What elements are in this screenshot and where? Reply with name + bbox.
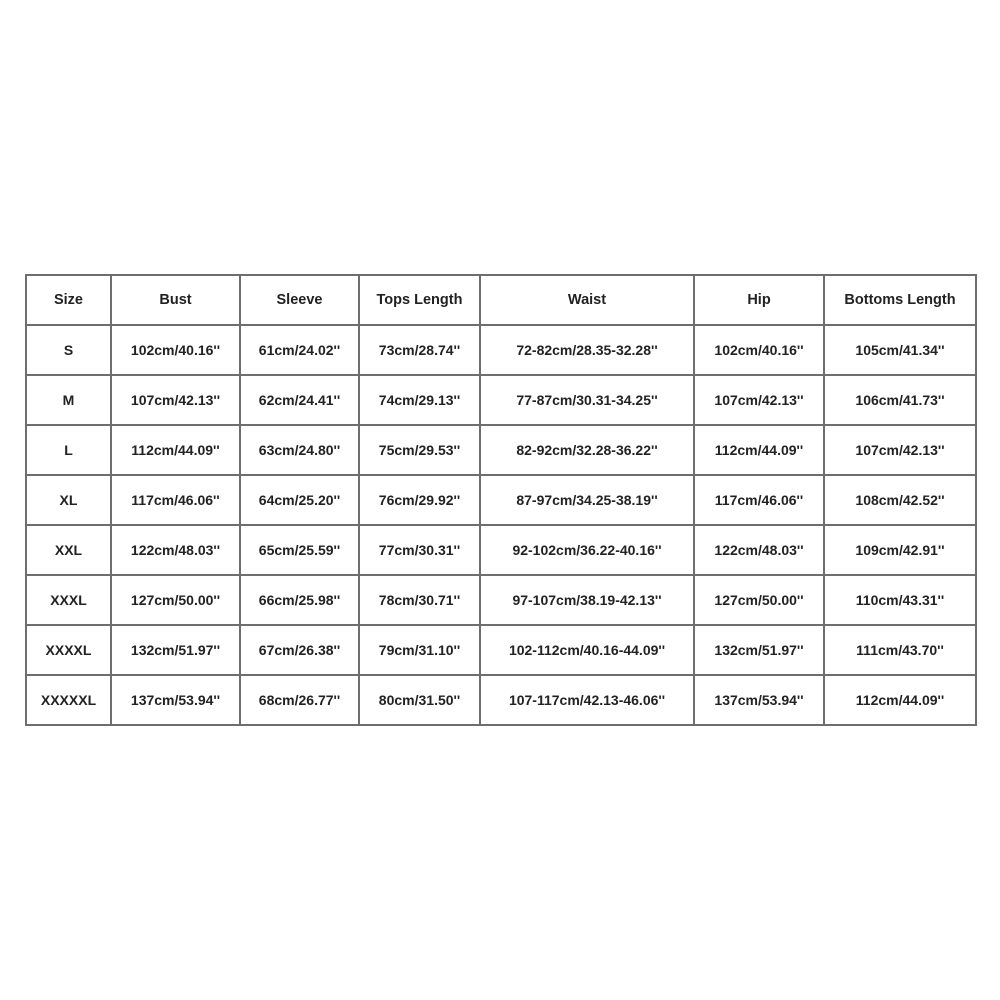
header-bottoms-length: Bottoms Length (824, 275, 976, 325)
table-row (26, 425, 976, 475)
cell-tops-length: 79cm/31.10'' (359, 625, 480, 675)
cell-bottoms-length: 109cm/42.91'' (824, 525, 976, 575)
header-tops-length: Tops Length (359, 275, 480, 325)
cell-hip: 122cm/48.03'' (694, 525, 824, 575)
cell-waist: 77-87cm/30.31-34.25'' (480, 375, 694, 425)
cell-tops-length: 75cm/29.53'' (359, 425, 480, 475)
cell-sleeve: 65cm/25.59'' (240, 525, 359, 575)
cell-size: XXL (26, 525, 111, 575)
cell-sleeve: 62cm/24.41'' (240, 375, 359, 425)
table-row (26, 575, 976, 625)
cell-hip: 102cm/40.16'' (694, 325, 824, 375)
cell-bust: 107cm/42.13'' (111, 375, 240, 425)
cell-hip: 107cm/42.13'' (694, 375, 824, 425)
cell-waist: 97-107cm/38.19-42.13'' (480, 575, 694, 625)
header-sleeve: Sleeve (240, 275, 359, 325)
cell-bottoms-length: 110cm/43.31'' (824, 575, 976, 625)
cell-size: XXXXL (26, 625, 111, 675)
cell-hip: 137cm/53.94'' (694, 675, 824, 725)
cell-hip: 127cm/50.00'' (694, 575, 824, 625)
cell-sleeve: 68cm/26.77'' (240, 675, 359, 725)
cell-bottoms-length: 105cm/41.34'' (824, 325, 976, 375)
cell-bust: 137cm/53.94'' (111, 675, 240, 725)
cell-waist: 82-92cm/32.28-36.22'' (480, 425, 694, 475)
cell-bust: 127cm/50.00'' (111, 575, 240, 625)
cell-bottoms-length: 112cm/44.09'' (824, 675, 976, 725)
cell-waist: 107-117cm/42.13-46.06'' (480, 675, 694, 725)
cell-size: XXXL (26, 575, 111, 625)
cell-tops-length: 74cm/29.13'' (359, 375, 480, 425)
cell-bottoms-length: 108cm/42.52'' (824, 475, 976, 525)
cell-sleeve: 66cm/25.98'' (240, 575, 359, 625)
cell-tops-length: 78cm/30.71'' (359, 575, 480, 625)
cell-sleeve: 63cm/24.80'' (240, 425, 359, 475)
header-hip: Hip (694, 275, 824, 325)
cell-size: XXXXXL (26, 675, 111, 725)
cell-sleeve: 61cm/24.02'' (240, 325, 359, 375)
table-row (26, 325, 976, 375)
cell-size: M (26, 375, 111, 425)
cell-tops-length: 77cm/30.31'' (359, 525, 480, 575)
cell-waist: 102-112cm/40.16-44.09'' (480, 625, 694, 675)
size-chart-table (25, 274, 977, 726)
cell-hip: 112cm/44.09'' (694, 425, 824, 475)
table-row (26, 675, 976, 725)
header-bust: Bust (111, 275, 240, 325)
header-waist: Waist (480, 275, 694, 325)
cell-bust: 122cm/48.03'' (111, 525, 240, 575)
cell-size: S (26, 325, 111, 375)
cell-hip: 132cm/51.97'' (694, 625, 824, 675)
cell-tops-length: 80cm/31.50'' (359, 675, 480, 725)
table-header-row (26, 275, 976, 325)
cell-waist: 92-102cm/36.22-40.16'' (480, 525, 694, 575)
cell-hip: 117cm/46.06'' (694, 475, 824, 525)
cell-sleeve: 67cm/26.38'' (240, 625, 359, 675)
cell-tops-length: 73cm/28.74'' (359, 325, 480, 375)
cell-waist: 72-82cm/28.35-32.28'' (480, 325, 694, 375)
table-row (26, 475, 976, 525)
cell-bottoms-length: 106cm/41.73'' (824, 375, 976, 425)
cell-tops-length: 76cm/29.92'' (359, 475, 480, 525)
cell-sleeve: 64cm/25.20'' (240, 475, 359, 525)
cell-bust: 102cm/40.16'' (111, 325, 240, 375)
table-row (26, 375, 976, 425)
header-size: Size (26, 275, 111, 325)
cell-size: XL (26, 475, 111, 525)
cell-bust: 112cm/44.09'' (111, 425, 240, 475)
cell-bottoms-length: 111cm/43.70'' (824, 625, 976, 675)
table-row (26, 525, 976, 575)
cell-size: L (26, 425, 111, 475)
cell-waist: 87-97cm/34.25-38.19'' (480, 475, 694, 525)
cell-bust: 117cm/46.06'' (111, 475, 240, 525)
cell-bottoms-length: 107cm/42.13'' (824, 425, 976, 475)
cell-bust: 132cm/51.97'' (111, 625, 240, 675)
table-row (26, 625, 976, 675)
